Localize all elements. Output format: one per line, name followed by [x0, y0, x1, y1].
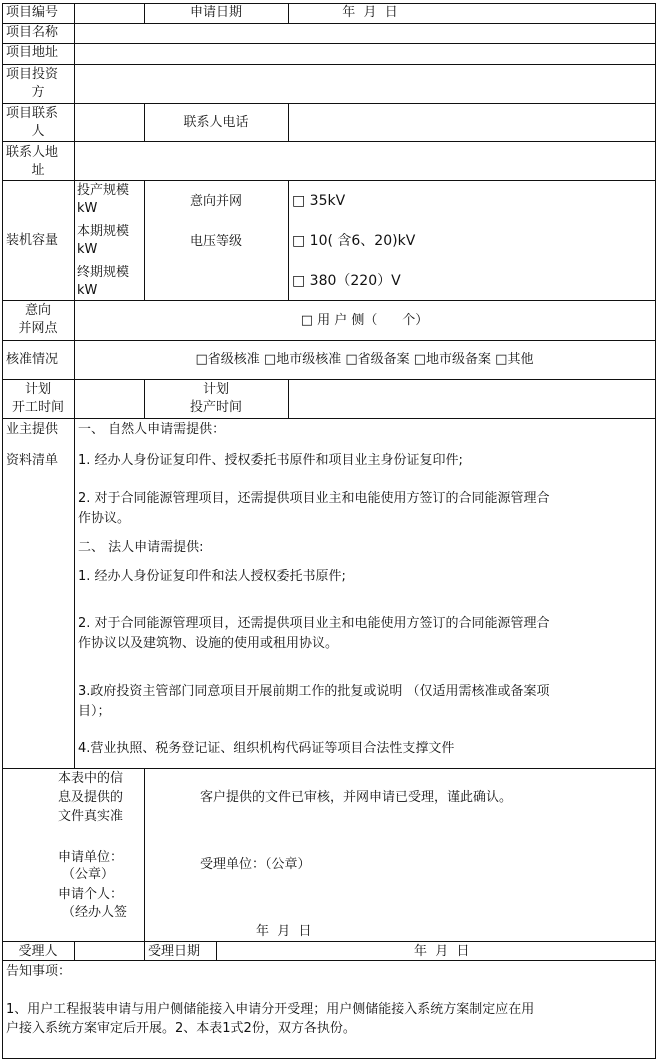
- declaration-text: 文件真实准: [58, 809, 124, 824]
- voltage-label-cont: 电压等级: [189, 234, 242, 249]
- rule: [2, 180, 656, 181]
- rule: [2, 960, 656, 961]
- declaration-text: 本表中的信: [58, 771, 124, 786]
- voltage-option-380v[interactable]: □ 380（220）V: [292, 273, 401, 289]
- notice-text: 1、用户工程报装申请与用户侧储能接入申请分开受理；用户侧储能接入系统方案制定应在用: [6, 1002, 535, 1017]
- approval-options[interactable]: □省级核准 □地市级核准 □省级备案 □地市级备案 □其他: [195, 352, 534, 367]
- rule: [2, 418, 656, 419]
- rule: [2, 64, 656, 65]
- accepting-unit-label: 受理单位：（公章）: [200, 857, 311, 872]
- docs-label-cont: 资料清单: [6, 453, 59, 468]
- capacity-production-scale: 投产规模: [77, 183, 130, 198]
- capacity-unit: kW: [77, 283, 98, 298]
- rule: [2, 300, 656, 301]
- contact-label: 项目联系: [6, 106, 59, 121]
- contact-label-cont: 人: [31, 124, 45, 139]
- rule: [2, 103, 656, 104]
- docs-legal-person-heading: 二、 法人申请需提供:: [78, 540, 204, 555]
- rule: [288, 180, 289, 301]
- project-name-label: 项目名称: [6, 25, 59, 40]
- voltage-option-35kv[interactable]: □ 35kV: [292, 193, 346, 209]
- confirm-date: 年 月 日: [256, 924, 312, 939]
- plan-production-label-cont: 投产时间: [189, 400, 242, 415]
- applicant-unit-label: 申请单位：: [58, 850, 124, 865]
- docs-item: 2. 对于合同能源管理项目，还需提供项目业主和电能使用方签订的合同能源管理合: [78, 491, 550, 506]
- capacity-label: 装机容量: [6, 233, 59, 248]
- notice-title: 告知事项：: [6, 964, 72, 979]
- docs-item: 4.营业执照、税务登记证、组织机构代码证等项目合法性支撑文件: [78, 741, 455, 756]
- investor-label-cont: 方: [31, 85, 45, 100]
- capacity-current-scale: 本期规模: [77, 224, 130, 239]
- applicant-seal-label: （公章）: [62, 867, 115, 882]
- rule: [2, 43, 656, 44]
- plan-start-label-cont: 开工时间: [11, 400, 64, 415]
- applicant-person-label: 申请个人：: [58, 887, 124, 902]
- notice-text: 户接入系统方案审定后开展。2、本表1式2份，双方各执份。: [6, 1021, 356, 1036]
- voltage-label: 意向并网: [189, 194, 242, 209]
- investor-label: 项目投资: [6, 67, 59, 82]
- plan-start-label: 计划: [24, 382, 51, 397]
- contact-address-label: 联系人地: [6, 145, 59, 160]
- project-no-label: 项目编号: [6, 5, 59, 20]
- acceptance-confirm-text: 客户提供的文件已审核，并网申请已受理，谨此确认。: [200, 790, 513, 805]
- grid-point-user-side-option[interactable]: □ 用 户 侧（ 个）: [300, 313, 429, 328]
- contact-address-label-cont: 址: [31, 163, 45, 178]
- docs-item: 目）；: [78, 704, 111, 719]
- grid-point-label-cont: 并网点: [18, 321, 58, 336]
- rule: [2, 141, 656, 142]
- capacity-unit: kW: [77, 201, 98, 216]
- docs-item: 2. 对于合同能源管理项目，还需提供项目业主和电能使用方签订的合同能源管理合: [78, 616, 550, 631]
- plan-production-label: 计划: [202, 382, 229, 397]
- rule: [288, 103, 289, 142]
- rule: [2, 768, 656, 769]
- docs-item: 作协议以及建筑物、设施的使用或租用协议。: [78, 636, 339, 651]
- rule: [2, 23, 656, 24]
- rule: [2, 941, 656, 942]
- capacity-unit: kW: [77, 242, 98, 257]
- capacity-final-scale: 终期规模: [77, 265, 130, 280]
- rule: [2, 379, 656, 380]
- rule: [655, 3, 656, 1059]
- accept-date-value: 年 月 日: [414, 944, 470, 959]
- rule: [288, 379, 289, 419]
- docs-item: 1. 经办人身份证复印件和法人授权委托书原件;: [78, 569, 346, 584]
- project-address-label: 项目地址: [6, 45, 59, 60]
- grid-point-label: 意向: [24, 303, 51, 318]
- accept-date-label: 受理日期: [148, 944, 201, 959]
- docs-item: 3.政府投资主管部门同意项目开展前期工作的批复或说明 （仅适用需核准或备案项: [78, 684, 550, 699]
- rule: [144, 768, 145, 942]
- acceptor-label: 受理人: [18, 944, 58, 959]
- rule: [74, 3, 75, 769]
- rule: [74, 941, 75, 961]
- rule: [144, 941, 145, 961]
- docs-item: 1. 经办人身份证复印件、授权委托书原件和项目业主身份证复印件;: [78, 453, 463, 468]
- apply-date-value: 年 月 日: [342, 5, 398, 20]
- voltage-option-10kv[interactable]: □ 10( 含6、20)kV: [292, 233, 416, 249]
- approval-label: 核准情况: [6, 352, 59, 367]
- rule: [216, 941, 217, 961]
- docs-label: 业主提供: [6, 422, 59, 437]
- rule: [2, 1058, 656, 1059]
- docs-natural-person-heading: 一、 自然人申请需提供：: [78, 422, 226, 437]
- apply-date-label: 申请日期: [189, 5, 242, 20]
- declaration-text: 息及提供的: [58, 790, 124, 805]
- docs-item: 作协议。: [78, 511, 131, 526]
- applicant-sign-label: （经办人签: [62, 905, 128, 920]
- contact-phone-label: 联系人电话: [183, 115, 249, 130]
- rule: [2, 340, 656, 341]
